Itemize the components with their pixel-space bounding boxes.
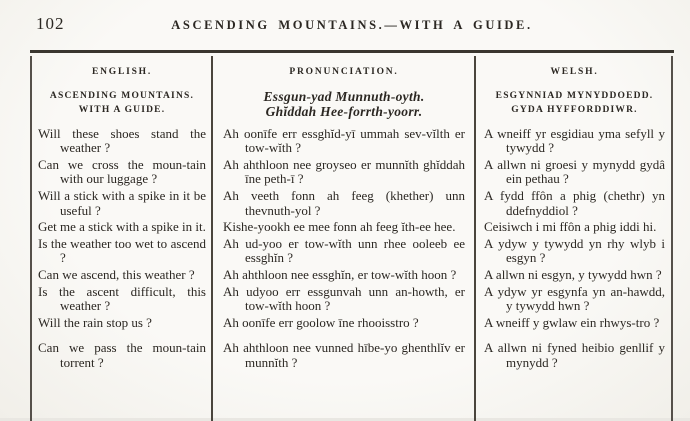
column-header-pronunciation — [211, 56, 474, 126]
english-label: ENGLISH. — [91, 67, 153, 77]
phrase-text: Ah oonīfe err goolow īne rhooisstro ? — [223, 314, 419, 330]
phrase-text: Ceisiwch i mi ffôn a phig iddi hi. — [484, 219, 657, 235]
table-row-3-english — [32, 188, 211, 219]
phrase-text: Will these shoes stand the weather ? — [38, 125, 206, 156]
phrase-text: Ah udyoo err essgunvah unn an-howth, er tow-wĭth hoon ? — [223, 283, 465, 314]
welsh-topic-line1: ESGYNNIAD MYNYDDOEDD. — [495, 90, 654, 101]
table-row-2-pronunciation — [211, 157, 474, 188]
pronunciation-topic-line1: Essgun-yad Munnuth-oyth. — [263, 88, 425, 104]
phrase-text: Can we cross the moun-tain with our luggage ? — [38, 156, 206, 187]
table-row-7-english — [32, 284, 211, 315]
table-row-7-pronunciation — [211, 284, 474, 315]
table-row-6-english — [32, 267, 211, 284]
table-row-1-english — [32, 126, 211, 157]
phrase-text: A wneiff yr esgidiau yma sefyll y tywydd ? — [484, 125, 665, 156]
table-row-7-welsh — [474, 284, 671, 315]
phrase-text: Ah ahthloon nee essghĭn, er tow-wĭth hoon ? — [223, 266, 457, 282]
table-row-5-welsh — [474, 236, 671, 267]
phrase-grid — [32, 56, 671, 372]
welsh-topic-line2: GYDA HYFFORDDIWR. — [511, 104, 638, 115]
phrase-text: A ydyw y tywydd yn rhy wlyb i esgyn ? — [484, 235, 665, 266]
phrase-text: A wneiff y gwlaw ein rhwys-tro ? — [484, 314, 660, 330]
phrase-text: Can we ascend, this weather ? — [38, 266, 195, 282]
phrase-text: Can we pass the moun-tain torrent ? — [38, 340, 206, 370]
page-header — [30, 12, 674, 46]
phrase-text: Will a stick with a spike in it be useful ? — [38, 187, 206, 218]
page-number: 102 — [36, 14, 65, 33]
table-row-6-welsh — [474, 267, 671, 284]
english-topic-line2: WITH A GUIDE. — [78, 104, 166, 115]
table-row-2-english — [32, 157, 211, 188]
table-row-8-welsh — [474, 315, 671, 332]
table-row-2-welsh — [474, 157, 671, 188]
table-row-8-english — [32, 315, 211, 332]
phrase-text: A allwn ni groesi y mynydd gydâ ein pethau ? — [484, 156, 665, 187]
phrase-text: Ah ahthloon nee vunned hībe-yo ghenthlĭv er munnĭth ? — [223, 340, 465, 370]
phrase-text: A allwn ni esgyn, y tywydd hwn ? — [484, 266, 662, 282]
table-row-6-pronunciation — [211, 267, 474, 284]
phrase-text: Ah ahthloon nee groyseo er munnĭth ghĭddah īne peth-ī ? — [223, 156, 465, 187]
table-row-3-pronunciation — [211, 188, 474, 219]
table-row-3-welsh — [474, 188, 671, 219]
table-row-5-english — [32, 236, 211, 267]
english-topic-line1: ASCENDING MOUNTAINS. — [49, 90, 195, 101]
phrase-text: A allwn ni fyned heibio genllif y mynydd ? — [484, 340, 665, 370]
phrase-table — [30, 50, 674, 421]
pronunciation-label: PRONUNCIATION. — [289, 67, 399, 77]
table-row-1-welsh — [474, 126, 671, 157]
phrase-text: Ah oonīfe err essghĭd-yī ummah sev-vĭlth er tow-wĭth ? — [223, 125, 465, 156]
phrase-text: A fydd ffôn a phig (chethr) yn ddefnyddiol ? — [484, 187, 665, 218]
table-row-4-welsh — [474, 219, 671, 236]
pronunciation-topic-line2: Ghĭddah Hee-forrth-yoorr. — [265, 103, 423, 119]
running-title: ASCENDING MOUNTAINS.—WITH A GUIDE. — [171, 18, 533, 32]
column-header-welsh — [474, 56, 671, 126]
table-right-border — [671, 56, 673, 421]
phrase-text: Kishe-yookh ee mee fonn ah feeg ĭth-ee hee. — [223, 219, 456, 235]
table-row-5-pronunciation — [211, 236, 474, 267]
phrase-text: Get me a stick with a spike in it. — [38, 219, 206, 235]
phrase-text: Ah ud-yoo er tow-wĭth unn rhee ooleeb ee essghĭn ? — [223, 235, 465, 266]
phrase-text: Is the weather too wet to ascend ? — [38, 235, 206, 266]
table-row-1-pronunciation — [211, 126, 474, 157]
table-row-9-welsh — [474, 331, 671, 371]
table-row-4-pronunciation — [211, 219, 474, 236]
phrase-text: Will the rain stop us ? — [38, 314, 152, 330]
table-row-4-english — [32, 219, 211, 236]
phrase-text: A ydyw yr esgynfa yn an-hawdd, y tywydd hwn ? — [484, 283, 665, 314]
table-row-9-pronunciation — [211, 331, 474, 371]
column-header-english — [32, 56, 211, 126]
table-row-8-pronunciation — [211, 315, 474, 332]
phrase-text: Is the ascent difficult, this weather ? — [38, 283, 206, 314]
table-row-9-english — [32, 331, 211, 371]
phrase-text: Ah veeth fonn ah feeg (khether) unn thevnuth-yol ? — [223, 187, 465, 218]
welsh-label: WELSH. — [550, 67, 599, 77]
